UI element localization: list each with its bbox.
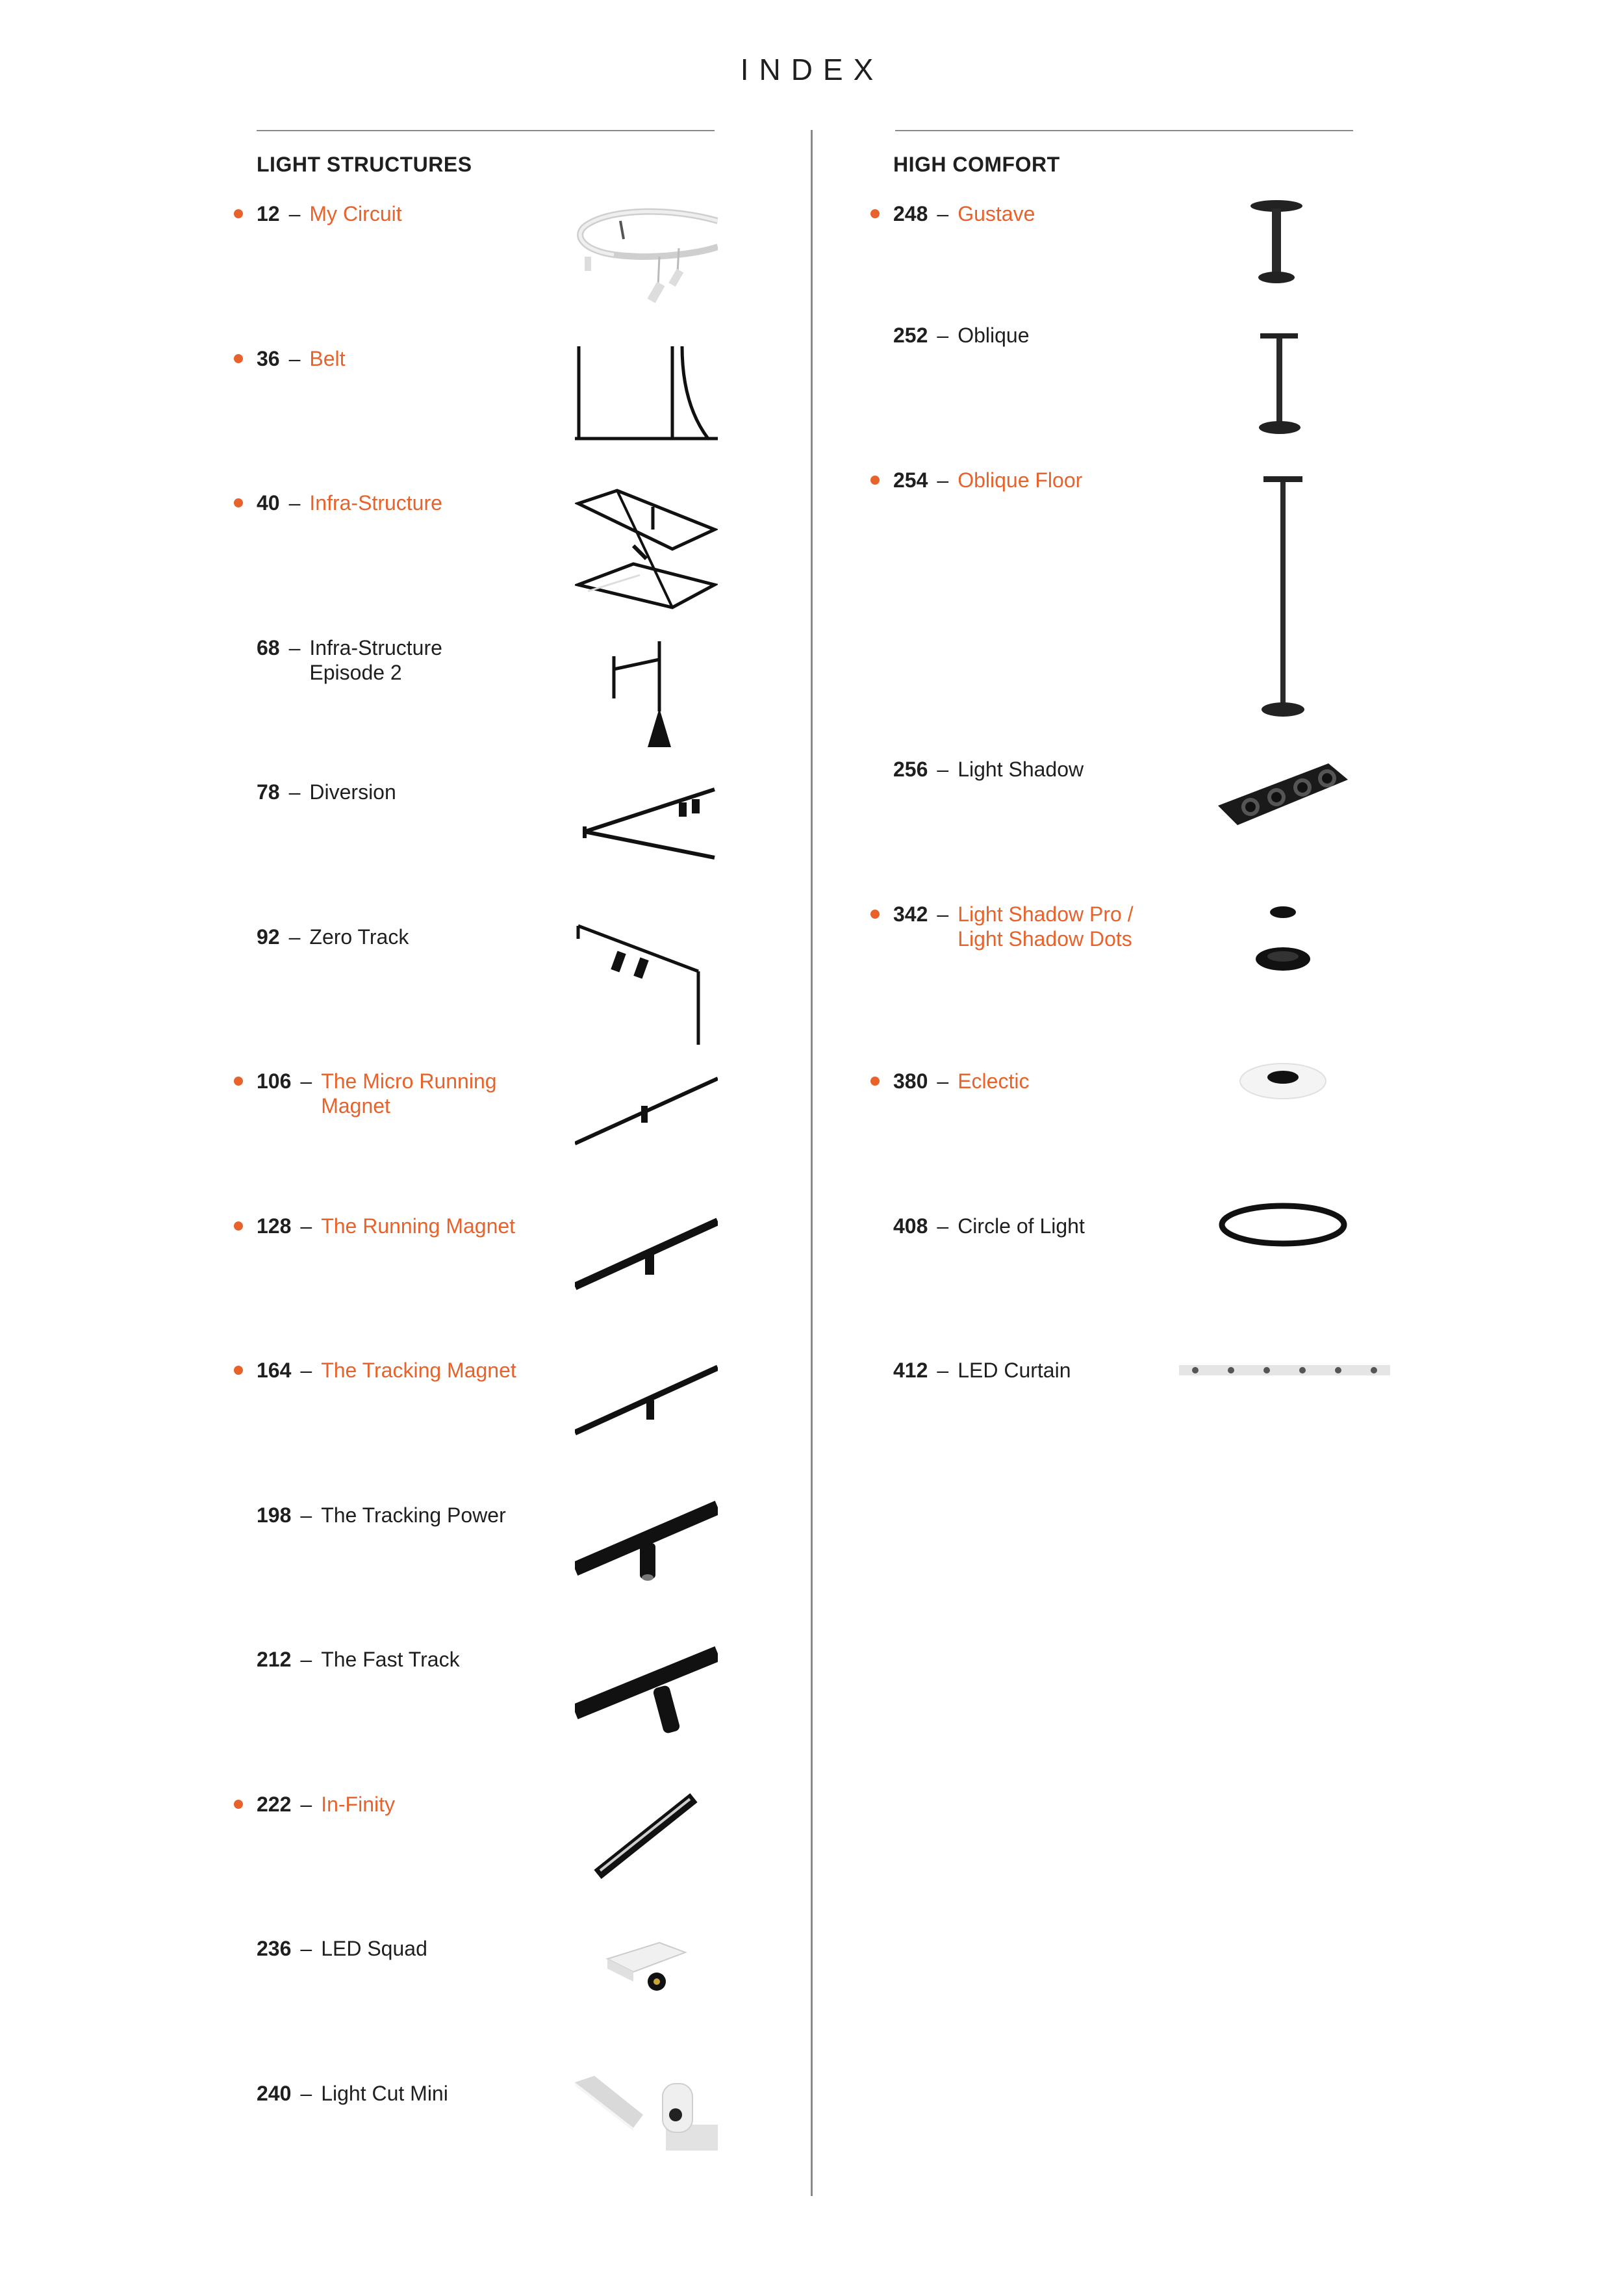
page-number: 256 [893,758,928,781]
product-name: Diversion [309,780,396,804]
oblique-lamp-icon [1257,331,1302,435]
page-number: 198 [257,1503,292,1527]
page-number: 254 [893,468,928,492]
product-name: Zero Track [309,925,409,949]
product-name: Oblique [958,324,1030,347]
dash-separator: – [937,1069,949,1093]
new-item-bullet [234,1077,243,1086]
index-entry[interactable] [257,925,409,949]
page-number: 342 [893,902,928,926]
dash-separator: – [288,636,301,659]
page-number: 412 [893,1359,928,1382]
dash-separator: – [937,902,949,926]
dash-separator: – [937,468,949,492]
led-curtain-icon [1179,1361,1390,1379]
product-name: Infra-Structure [309,491,442,515]
product-name: The Fast Track [321,1648,460,1671]
page-number: 408 [893,1214,928,1238]
new-item-bullet [870,910,880,919]
dash-separator: – [288,925,301,949]
dash-separator: – [937,758,949,781]
index-entry[interactable] [257,635,442,685]
linear-profile-icon [591,1790,702,1881]
circular-track-icon [575,195,718,309]
table-lamp-icon [1247,198,1306,286]
index-entry[interactable] [893,757,1084,782]
micro-track-icon [575,1066,718,1153]
new-item-bullet [234,354,243,363]
grid-track-icon [575,487,718,614]
section-heading-light-structures: LIGHT STRUCTURES [257,153,472,176]
left-top-rule [257,130,715,131]
index-entry[interactable] [257,1647,460,1672]
floor-lamp-icon [1260,474,1306,718]
product-name: Light Shadow [958,758,1084,781]
new-item-bullet [234,498,243,507]
page-number: 106 [257,1069,292,1093]
dash-separator: – [300,2082,312,2105]
product-name: Light Shadow Pro / Light Shadow Dots [958,902,1134,951]
product-name: My Circuit [309,202,402,225]
new-item-bullet [234,1800,243,1809]
page-number: 222 [257,1793,292,1816]
section-heading-high-comfort: HIGH COMFORT [893,153,1060,176]
dash-separator: – [300,1069,312,1093]
product-name: In-Finity [321,1793,395,1816]
page-number: 128 [257,1214,292,1238]
index-entry[interactable] [893,1214,1085,1238]
running-track-icon [575,1208,718,1296]
recessed-dots-icon [1250,903,1315,981]
product-name: Light Cut Mini [321,2082,448,2105]
page-number: 92 [257,925,280,949]
index-entry[interactable] [257,1936,427,1961]
index-entry[interactable] [893,1358,1071,1383]
tracking-track-icon [575,1355,718,1442]
index-entry[interactable] [257,1069,497,1118]
index-entry[interactable] [893,902,1134,951]
dash-separator: – [300,1214,312,1238]
index-entry[interactable] [893,323,1029,348]
column-divider [811,130,813,2196]
index-entry[interactable] [257,1792,395,1817]
index-entry[interactable] [257,780,396,804]
dash-separator: – [300,1937,312,1960]
page-number: 248 [893,202,928,225]
dash-separator: – [937,1359,949,1382]
new-item-bullet [234,209,243,218]
ring-light-icon [1218,1202,1348,1247]
product-name: Oblique Floor [958,468,1083,492]
dash-separator: – [288,347,301,370]
dash-separator: – [300,1648,312,1671]
belt-pendant-icon [575,341,718,445]
dash-separator: – [288,491,301,515]
angled-track-icon [581,780,718,864]
product-name: The Micro Running Magnet [321,1069,497,1118]
new-item-bullet [234,1221,243,1231]
page-number: 380 [893,1069,928,1093]
downlight-icon [1237,1059,1328,1101]
product-name: LED Curtain [958,1359,1071,1382]
dash-separator: – [937,324,949,347]
index-entry[interactable] [893,1069,1029,1093]
product-name: Eclectic [958,1069,1030,1093]
page-number: 40 [257,491,280,515]
page-title: INDEX [740,53,884,86]
page-number: 36 [257,347,280,370]
page-number: 240 [257,2082,292,2105]
fast-track-icon [575,1641,718,1744]
index-entry[interactable] [257,201,402,226]
index-entry[interactable] [893,201,1035,226]
new-item-bullet [870,1077,880,1086]
led-squad-icon [601,1933,692,2004]
dash-separator: – [288,202,301,225]
page-number: 12 [257,202,280,225]
product-name: Circle of Light [958,1214,1085,1238]
index-entry[interactable] [257,1503,506,1527]
product-name: The Running Magnet [321,1214,516,1238]
product-name: Infra-Structure Episode 2 [309,636,442,684]
dash-separator: – [288,780,301,804]
product-name: Belt [309,347,346,370]
index-entry[interactable] [893,468,1082,492]
recessed-multi-icon [1218,760,1348,832]
index-entry[interactable] [257,491,442,515]
right-top-rule [895,130,1353,131]
index-entry[interactable] [257,346,346,371]
page-number: 164 [257,1359,292,1382]
dash-separator: – [300,1503,312,1527]
product-name: Gustave [958,202,1035,225]
product-name: The Tracking Magnet [321,1359,516,1382]
page-number: 236 [257,1937,292,1960]
new-item-bullet [234,1366,243,1375]
index-entry[interactable] [257,2081,448,2106]
zero-track-icon [575,923,718,1046]
page-number: 212 [257,1648,292,1671]
cone-pendant-icon [607,640,679,750]
page-number: 252 [893,324,928,347]
power-track-icon [575,1494,718,1592]
product-name: LED Squad [321,1937,427,1960]
index-entry[interactable] [257,1214,515,1238]
page-number: 68 [257,636,280,659]
new-item-bullet [870,476,880,485]
dash-separator: – [937,202,949,225]
index-entry[interactable] [257,1358,516,1383]
dash-separator: – [300,1793,312,1816]
new-item-bullet [870,209,880,218]
dash-separator: – [937,1214,949,1238]
dash-separator: – [300,1359,312,1382]
product-name: The Tracking Power [321,1503,506,1527]
page-number: 78 [257,780,280,804]
light-cut-mini-icon [575,2076,718,2151]
